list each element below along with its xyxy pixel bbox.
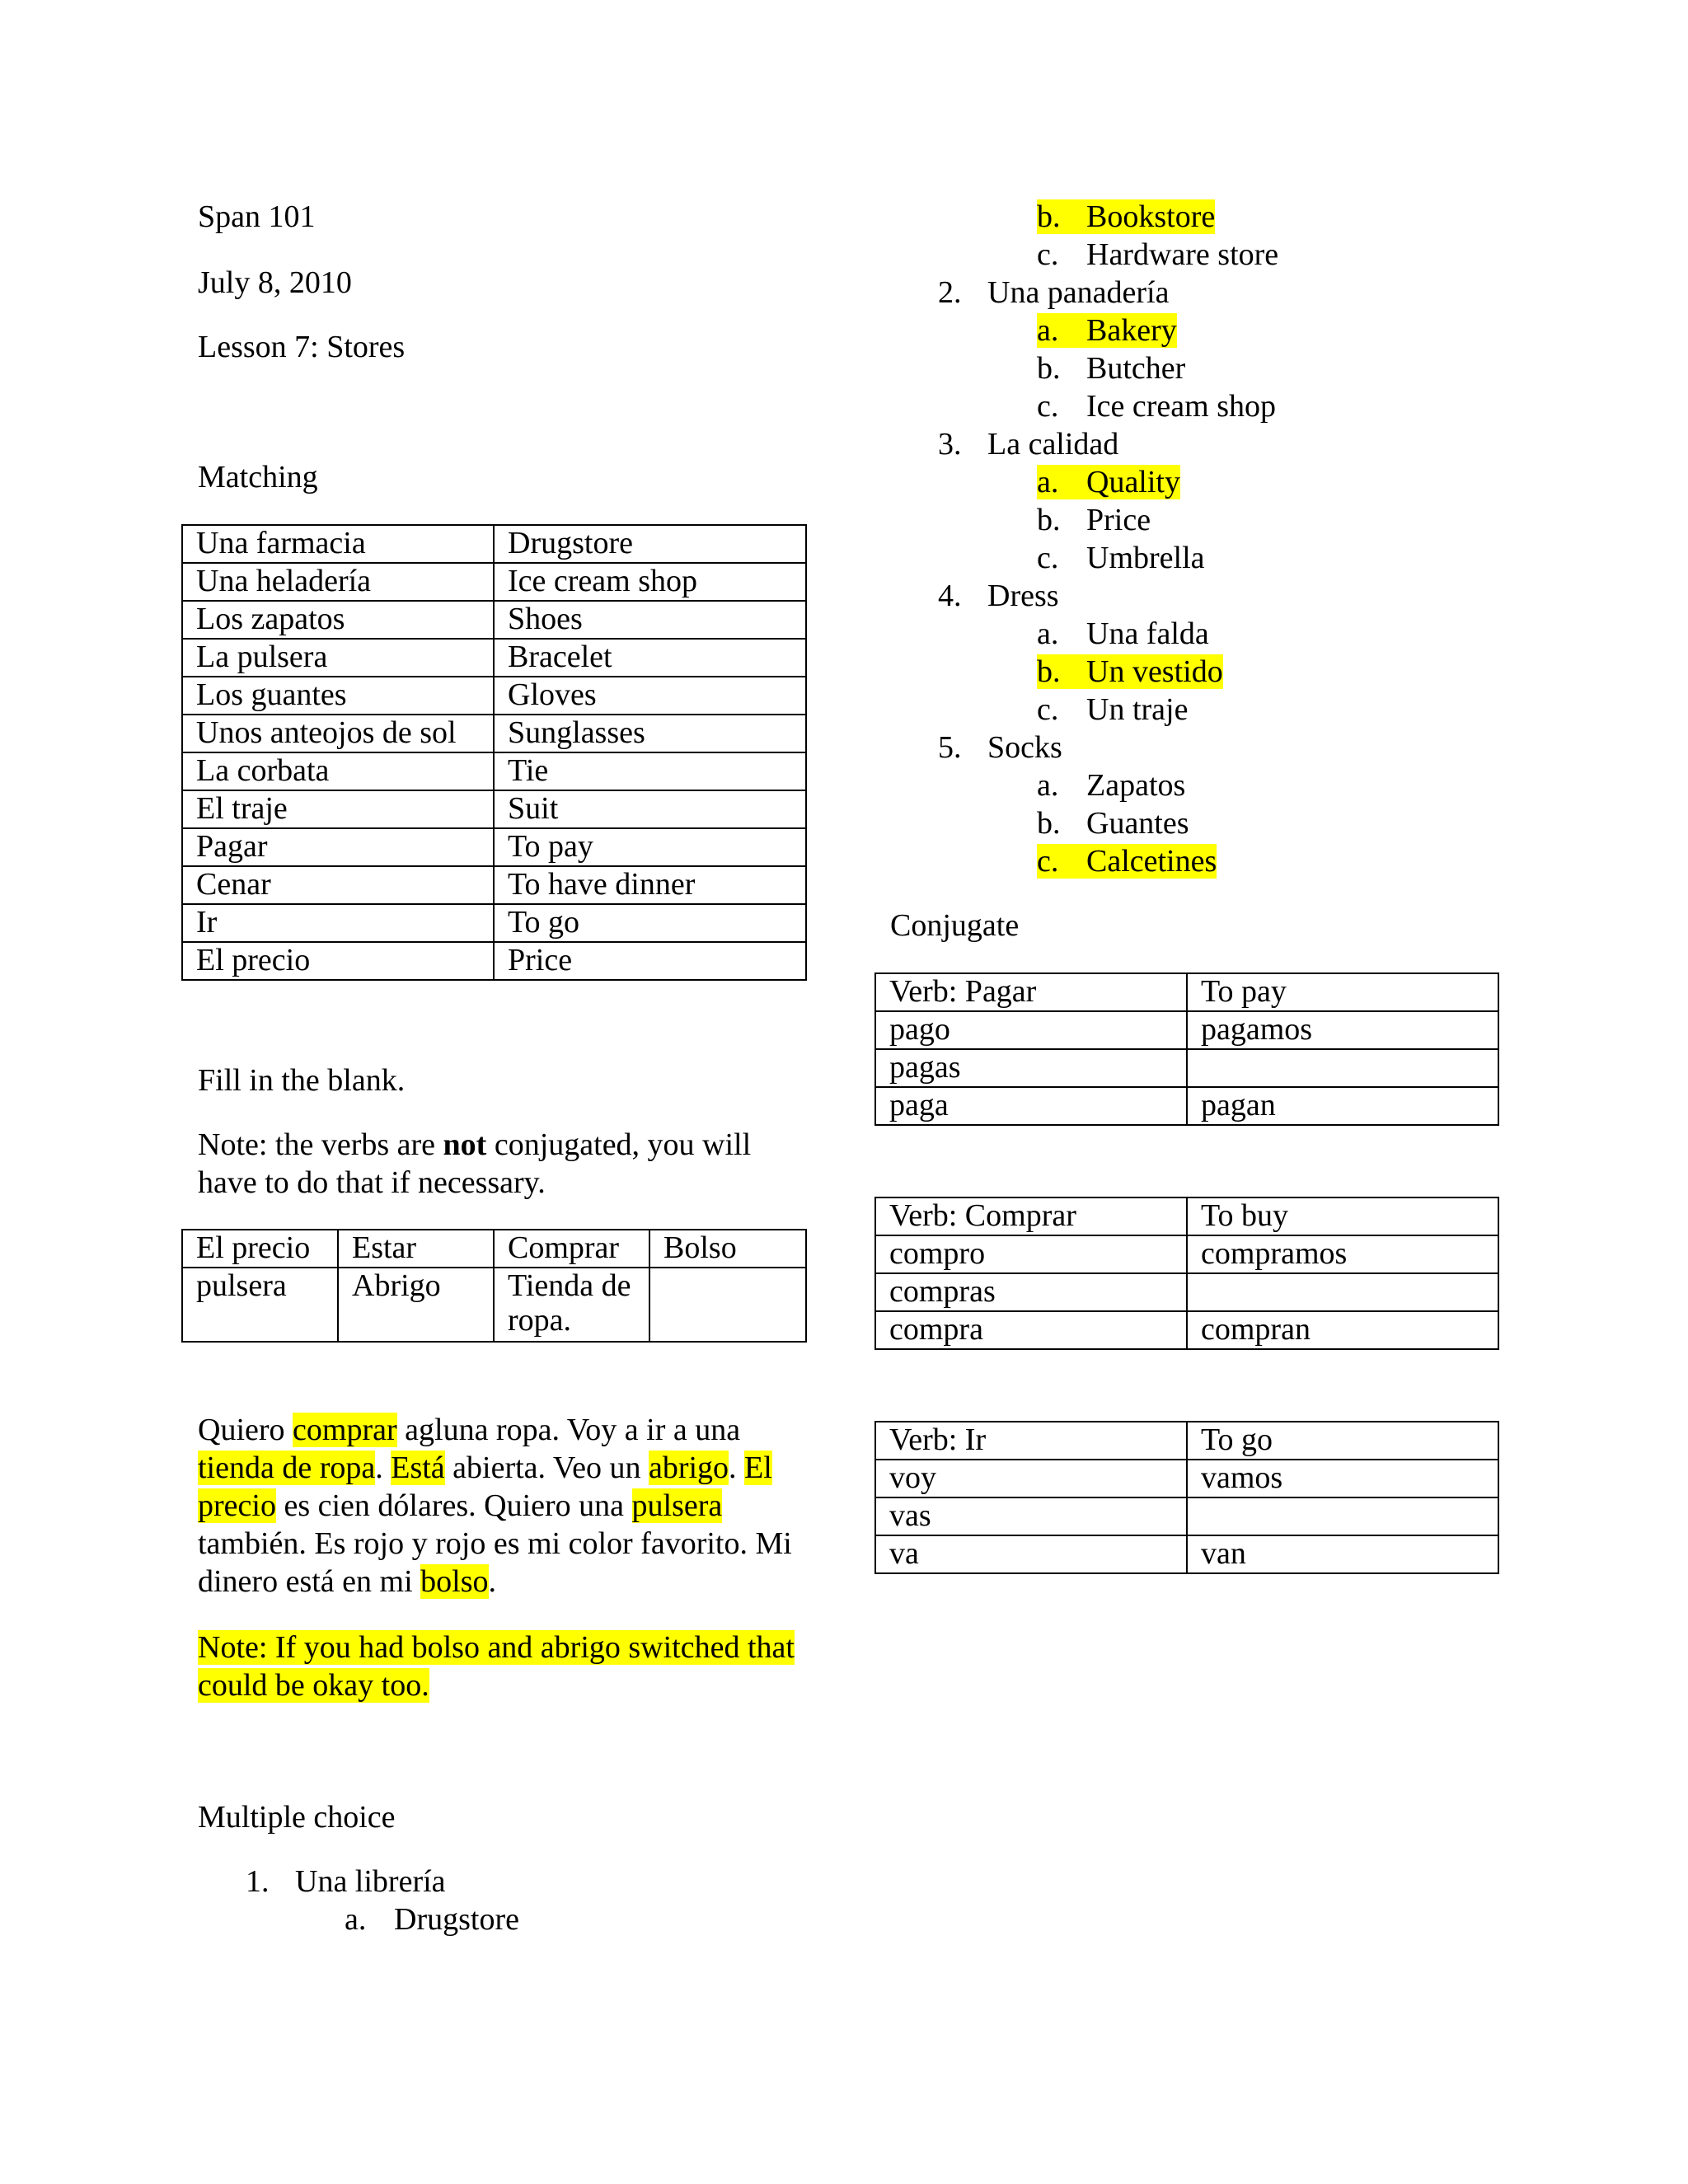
table-cell: El precio (182, 1230, 338, 1268)
table-cell: pagan (1187, 1087, 1498, 1125)
table-row (182, 1268, 806, 1342)
mc-option-letter: a. (1037, 616, 1059, 651)
table-cell: Drugstore (494, 525, 806, 563)
table-cell: To have dinner (494, 866, 806, 904)
lesson-title: Lesson 7: Stores (198, 330, 406, 364)
fill-note-text: Note: the verbs are (198, 1127, 443, 1162)
fill-heading: Fill in the blank. (198, 1063, 406, 1098)
mc-question-text: Una panadería (987, 275, 1170, 310)
table-cell: Una heladería (182, 563, 494, 601)
mc-option (1037, 691, 1188, 729)
mc-option-text: Butcher (1086, 351, 1186, 386)
table-row (182, 677, 806, 715)
table-cell: va (875, 1535, 1187, 1573)
fill-note-bold: not (443, 1127, 487, 1162)
mc-option-text: Quality (1086, 465, 1180, 499)
mc-option-letter: b. (1037, 199, 1061, 234)
table-row (182, 563, 806, 601)
table-cell: voy (875, 1460, 1187, 1497)
mc-option (1037, 349, 1185, 387)
table-row (182, 715, 806, 752)
table-cell: To pay (1187, 973, 1498, 1011)
table-row (875, 1497, 1498, 1535)
paragraph-text: . (488, 1564, 496, 1599)
conjugation-table-pagar (874, 972, 1499, 1126)
paragraph-text: Quiero (198, 1413, 293, 1447)
matching-heading: Matching (198, 460, 318, 494)
table-cell: To go (494, 904, 806, 942)
mc-option-letter: a. (1037, 313, 1059, 348)
mc-option-letter: b. (1037, 806, 1061, 841)
table-cell (1187, 1273, 1498, 1311)
mc-number: 4. (938, 579, 962, 613)
table-row (875, 1049, 1498, 1087)
table-row (875, 973, 1498, 1011)
mc-option-letter: c. (1037, 389, 1059, 424)
table-row (875, 1535, 1498, 1573)
mc-option (1037, 615, 1209, 653)
table-cell: Verb: Pagar (875, 973, 1187, 1011)
table-cell: compramos (1187, 1235, 1498, 1273)
mc-option-letter: c. (1037, 844, 1059, 879)
table-row (182, 866, 806, 904)
table-cell: Comprar (494, 1230, 649, 1268)
table-row (875, 1460, 1498, 1497)
table-cell: Unos anteojos de sol (182, 715, 494, 752)
table-row (182, 942, 806, 980)
answer-note (198, 1629, 808, 1704)
mc-option-letter: a. (1037, 768, 1059, 803)
table-cell: pulsera (182, 1268, 338, 1342)
paragraph-text: abierta. Veo un (444, 1451, 649, 1485)
table-cell: Ice cream shop (494, 563, 806, 601)
fill-note (198, 1126, 799, 1202)
mc-option (1037, 236, 1278, 274)
matching-table (181, 524, 807, 981)
table-row (182, 828, 806, 866)
table-cell: Bracelet (494, 639, 806, 677)
table-cell: Estar (338, 1230, 494, 1268)
mc-option-correct (1037, 312, 1177, 349)
table-row (182, 601, 806, 639)
mc-number: 2. (938, 275, 962, 310)
table-cell: Bolso (649, 1230, 806, 1268)
table-cell: Verb: Comprar (875, 1197, 1187, 1235)
mc-option (1037, 539, 1205, 577)
table-cell: To pay (494, 828, 806, 866)
table-cell: compras (875, 1273, 1187, 1311)
table-row (875, 1197, 1498, 1235)
table-cell: Gloves (494, 677, 806, 715)
table-cell: compro (875, 1235, 1187, 1273)
mc-option (1037, 766, 1185, 804)
mc-option-text: Price (1086, 503, 1151, 537)
mc-option-text: Bookstore (1086, 199, 1216, 234)
table-row (182, 790, 806, 828)
mc-option-letter: a. (1037, 465, 1059, 499)
mc-option (1037, 387, 1276, 425)
table-cell: Shoes (494, 601, 806, 639)
table-cell: Price (494, 942, 806, 980)
date: July 8, 2010 (198, 265, 352, 300)
table-row (875, 1235, 1498, 1273)
table-row (875, 1311, 1498, 1349)
mc-option (1037, 804, 1189, 842)
word-bank-table (181, 1229, 807, 1343)
highlighted-answer: bolso (420, 1564, 489, 1599)
table-cell: Sunglasses (494, 715, 806, 752)
mc-option-correct (1037, 198, 1215, 236)
highlighted-answer: pulsera (631, 1488, 723, 1523)
mc-option-letter: b. (1037, 654, 1061, 689)
paragraph-text: también. Es rojo y rojo es mi color favorito. Mi dinero está en mi (198, 1526, 792, 1599)
paragraph-text: agluna ropa. Voy a ir a una (396, 1413, 741, 1447)
table-cell: La pulsera (182, 639, 494, 677)
mc-option-letter: c. (1037, 541, 1059, 575)
mc-question-text: Socks (987, 730, 1062, 765)
mc-question-3 (938, 425, 1118, 463)
mc-number: 5. (938, 730, 962, 765)
course-title: Span 101 (198, 199, 316, 234)
table-cell (1187, 1049, 1498, 1087)
table-cell: Abrigo (338, 1268, 494, 1342)
table-cell: pago (875, 1011, 1187, 1049)
table-cell: Verb: Ir (875, 1422, 1187, 1460)
mc-option (1037, 501, 1151, 539)
answer-note-text: Note: If you had bolso and abrigo switched that could be okay too. (198, 1630, 795, 1703)
mc-option-letter: b. (1037, 503, 1061, 537)
paragraph-text: . (729, 1451, 745, 1485)
conjugation-table-comprar (874, 1197, 1499, 1350)
mc-question-1 (246, 1863, 446, 1900)
table-row (875, 1011, 1498, 1049)
mc-option-text: Drugstore (394, 1902, 519, 1937)
mc-option-letter: b. (1037, 351, 1061, 386)
mc-option-text: Un traje (1086, 692, 1189, 727)
table-cell: La corbata (182, 752, 494, 790)
mc-option-letter: c. (1037, 237, 1059, 272)
fill-paragraph (198, 1411, 808, 1601)
table-cell: El precio (182, 942, 494, 980)
table-cell: Suit (494, 790, 806, 828)
mc-option-correct (1037, 842, 1217, 880)
table-cell: compran (1187, 1311, 1498, 1349)
multiple-choice-heading: Multiple choice (198, 1800, 396, 1835)
mc-option-text: Una falda (1086, 616, 1209, 651)
table-cell: Los zapatos (182, 601, 494, 639)
table-cell: vamos (1187, 1460, 1498, 1497)
mc-option-text: Hardware store (1086, 237, 1279, 272)
mc-question-5 (938, 729, 1062, 766)
mc-number: 3. (938, 427, 962, 462)
table-cell: compra (875, 1311, 1187, 1349)
table-row (875, 1087, 1498, 1125)
table-cell: Ir (182, 904, 494, 942)
table-row (182, 1230, 806, 1268)
table-cell: paga (875, 1087, 1187, 1125)
mc-question-text: Dress (987, 579, 1059, 613)
highlighted-answer: abrigo (648, 1451, 729, 1485)
table-cell: To go (1187, 1422, 1498, 1460)
mc-option (345, 1900, 519, 1938)
mc-option-text: Guantes (1086, 806, 1189, 841)
mc-option-text: Umbrella (1086, 541, 1205, 575)
fill-note-text-end: conjugated, you will have to do that if necessary. (198, 1127, 752, 1200)
table-cell: Los guantes (182, 677, 494, 715)
mc-option-correct (1037, 653, 1223, 691)
mc-option-text: Zapatos (1086, 768, 1186, 803)
highlighted-answer: El precio (198, 1451, 772, 1523)
table-cell: Pagar (182, 828, 494, 866)
table-row (182, 525, 806, 563)
table-cell: Tie (494, 752, 806, 790)
highlighted-answer: tienda de ropa (198, 1451, 376, 1485)
mc-question-4 (938, 577, 1059, 615)
highlighted-answer: comprar (293, 1413, 397, 1447)
table-cell: van (1187, 1535, 1498, 1573)
conjugate-heading: Conjugate (890, 908, 1020, 943)
table-cell: El traje (182, 790, 494, 828)
table-cell (1187, 1497, 1498, 1535)
mc-option-text: Calcetines (1086, 844, 1217, 879)
table-cell: Una farmacia (182, 525, 494, 563)
mc-question-text: Una librería (295, 1864, 446, 1899)
paragraph-text: es cien dólares. Quiero una (275, 1488, 632, 1523)
table-cell: To buy (1187, 1197, 1498, 1235)
mc-number: 1. (246, 1864, 270, 1899)
table-cell: vas (875, 1497, 1187, 1535)
mc-option-text: Ice cream shop (1086, 389, 1276, 424)
table-cell: Cenar (182, 866, 494, 904)
mc-option-text: Un vestido (1086, 654, 1223, 689)
mc-option-letter: c. (1037, 692, 1059, 727)
mc-option-text: Bakery (1086, 313, 1177, 348)
table-cell: pagamos (1187, 1011, 1498, 1049)
table-cell: pagas (875, 1049, 1187, 1087)
conjugation-table-ir (874, 1421, 1499, 1574)
mc-question-2 (938, 274, 1170, 312)
table-cell (649, 1268, 806, 1342)
highlighted-answer: Está (391, 1451, 445, 1485)
table-row (182, 904, 806, 942)
mc-question-text: La calidad (987, 427, 1119, 462)
paragraph-text: . (375, 1451, 392, 1485)
mc-option-correct (1037, 463, 1180, 501)
table-row (182, 752, 806, 790)
table-row (875, 1273, 1498, 1311)
table-cell: Tienda de ropa. (494, 1268, 649, 1342)
mc-option-letter: a. (345, 1902, 367, 1937)
table-row (875, 1422, 1498, 1460)
table-row (182, 639, 806, 677)
